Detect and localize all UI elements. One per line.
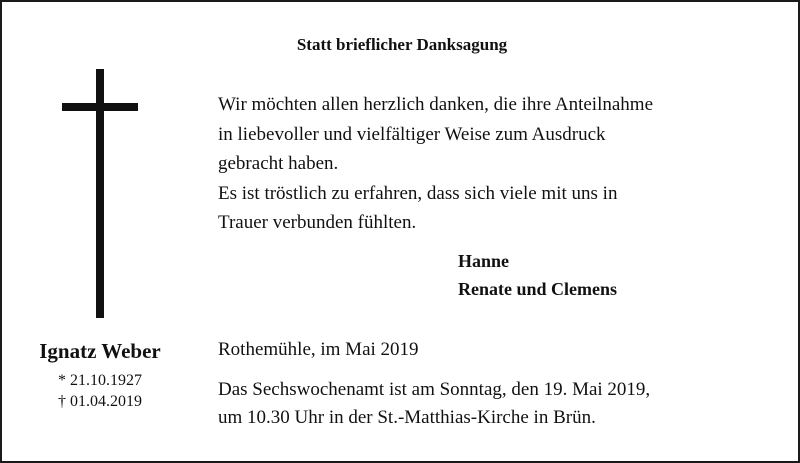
message-line: Trauer verbunden fühlten. — [218, 212, 417, 233]
signer-name: Hanne — [458, 251, 510, 271]
heading: Statt brieflicher Danksagung — [296, 35, 508, 54]
death-date: † 01.04.2019 — [58, 393, 142, 410]
signers — [458, 247, 617, 303]
message-line: gebracht haben. — [218, 153, 339, 174]
mass-notice — [218, 376, 650, 432]
birth-date: * 21.10.1927 — [58, 372, 142, 389]
cross-horizontal-bar — [62, 103, 138, 111]
message-line: Es ist tröstlich zu erfahren, dass sich viele mit uns in — [218, 182, 618, 204]
signer-name: Renate und Clemens — [458, 279, 618, 299]
message-line: Wir möchten allen herzlich danken, die ihre Anteilnahme — [218, 94, 654, 115]
thank-you-message — [218, 90, 758, 238]
mass-notice-line: um 10.30 Uhr in der St.-Matthias-Kirche in Brün. — [218, 407, 596, 428]
place-date: Rothemühle, im Mai 2019 — [218, 339, 419, 360]
mass-notice-line: Das Sechswochenamt ist am Sonntag, den 19. Mai 2019, — [218, 379, 651, 400]
message-line: in liebevoller und vielfältiger Weise zum Ausdruck — [218, 123, 606, 145]
deceased-name: Ignatz Weber — [39, 339, 161, 363]
deceased-dates — [2, 370, 198, 412]
